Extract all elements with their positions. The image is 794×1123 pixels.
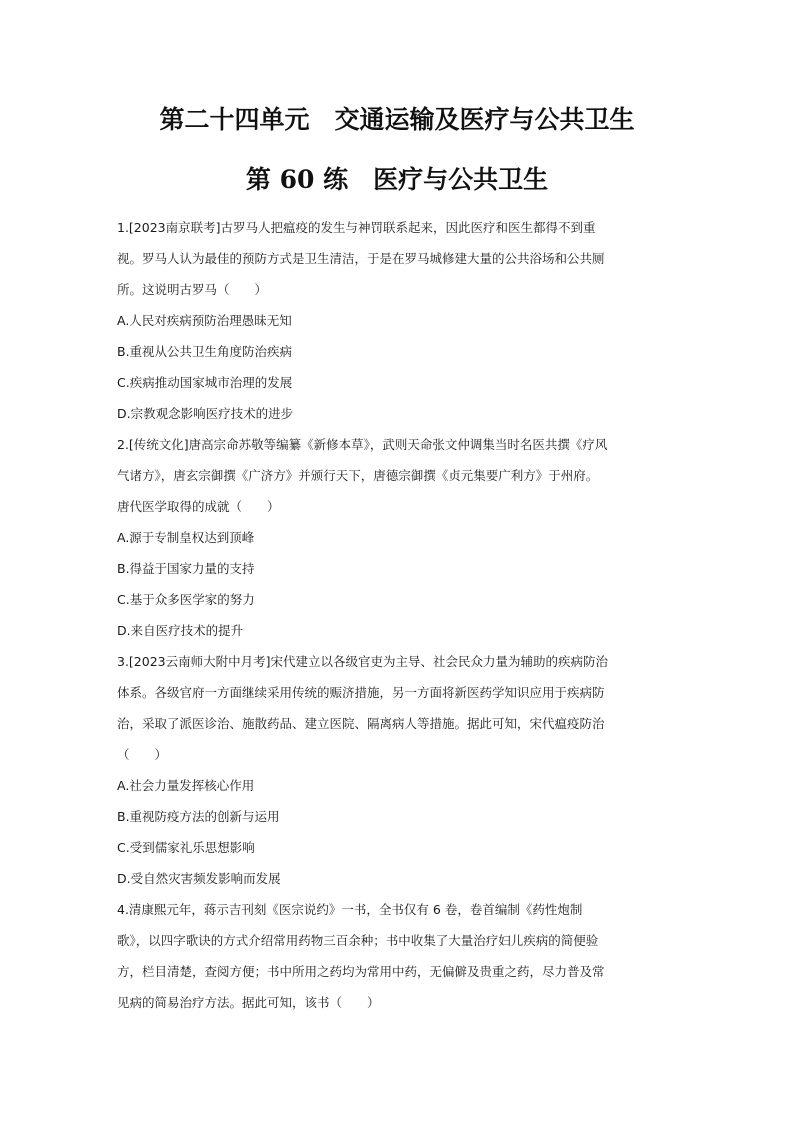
question-4 <box>117 894 682 1018</box>
option-b: B.重视防疫方法的创新与运用 <box>117 809 280 824</box>
question-1 <box>117 212 682 429</box>
question-stem-line: 视。罗马人认为最佳的预防方式是卫生清洁，于是在罗马城修建大量的公共浴场和公共厕 <box>117 251 605 266</box>
question-stem-line: 治，采取了派医诊治、施散药品、建立医院、隔离病人等措施。据此可知，宋代瘟疫防治 <box>117 716 605 731</box>
unit-title: 第二十四单元 交通运输及医疗与公共卫生 <box>159 105 635 134</box>
question-2 <box>117 429 682 646</box>
question-stem-line: 所。这说明古罗马（ ） <box>117 282 268 297</box>
question-stem-line: （ ） <box>117 747 168 762</box>
option-a: A.社会力量发挥核心作用 <box>117 778 255 793</box>
question-list <box>117 212 682 1018</box>
option-d: D.受自然灾害频发影响而发展 <box>117 871 281 886</box>
question-stem-line: 3.[2023云南师大附中月考]宋代建立以各级官吏为主导、社会民众力量为辅助的疾病防治 <box>117 654 608 669</box>
option-d: D.来自医疗技术的提升 <box>117 623 244 638</box>
option-c: C.疾病推动国家城市治理的发展 <box>117 375 293 390</box>
question-stem-line: 唐代医学取得的成就（ ） <box>117 499 280 514</box>
question-stem-line: 歌》，以四字歌诀的方式介绍常用药物三百余种；书中收集了大量治疗妇儿疾病的简便验 <box>117 933 599 948</box>
option-a: A.源于专制皇权达到顶峰 <box>117 530 255 545</box>
question-stem-line: 气诸方》，唐玄宗御撰《广济方》并颁行天下，唐德宗御撰《贞元集要广利方》于州府。 <box>117 468 599 483</box>
question-stem-line: 1.[2023南京联考]古罗马人把瘟疫的发生与神罚联系起来，因此医疗和医生都得不到重 <box>117 220 596 235</box>
option-c: C.受到儒家礼乐思想影响 <box>117 840 255 855</box>
question-3 <box>117 646 682 894</box>
option-a: A.人民对疾病预防治理愚昧无知 <box>117 313 292 328</box>
option-d: D.宗教观念影响医疗技术的进步 <box>117 406 294 421</box>
option-b: B.重视从公共卫生角度防治疾病 <box>117 344 293 359</box>
question-stem-line: 体系。各级官府一方面继续采用传统的赈济措施，另一方面将新医药学知识应用于疾病防 <box>117 685 605 700</box>
option-b: B.得益于国家力量的支持 <box>117 561 255 576</box>
option-c: C.基于众多医学家的努力 <box>117 592 255 607</box>
question-stem-line: 4.清康熙元年，蒋示吉刊刻《医宗说约》一书，全书仅有 6 卷，卷首编制《药性炮制 <box>117 902 583 917</box>
question-stem-line: 方，栏目清楚，查阅方便；书中所用之药均为常用中药，无偏僻及贵重之药，尽力普及常 <box>117 964 605 979</box>
question-stem-line: 见病的简易治疗方法。据此可知，该书（ ） <box>117 995 380 1010</box>
lesson-title: 第 60 练 医疗与公共卫生 <box>245 165 549 194</box>
question-stem-line: 2.[传统文化]唐高宗命苏敬等编纂《新修本草》，武则天命张文仲调集当时名医共撰《疗风 <box>117 437 608 452</box>
